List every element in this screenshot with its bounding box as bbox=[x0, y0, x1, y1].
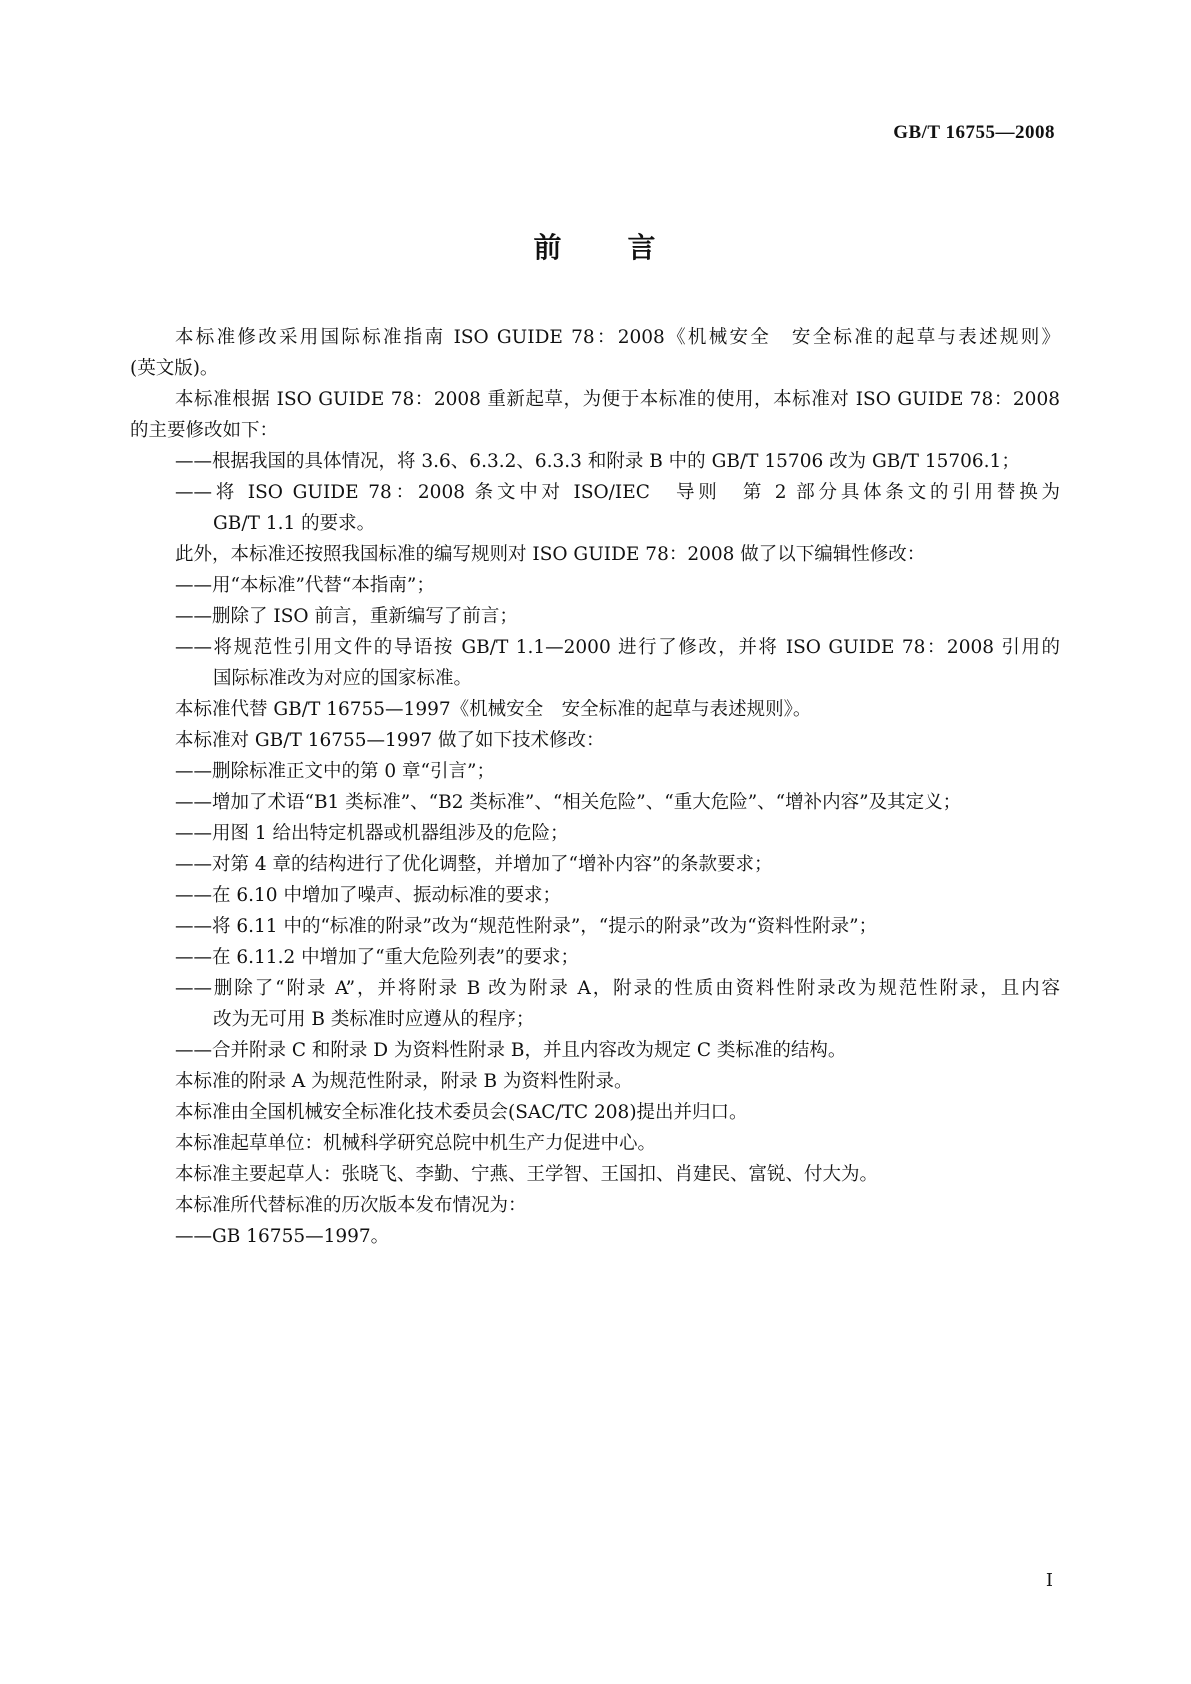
paragraph-line: 此外，本标准还按照我国标准的编写规则对 ISO GUIDE 78：2008 做了以下编辑性修改： bbox=[175, 544, 926, 565]
paragraph-line: 的主要修改如下： bbox=[130, 420, 279, 441]
paragraph-line: 本标准根据 ISO GUIDE 78：2008 重新起草，为便于本标准的使用，本标准对 ISO GUIDE 78：2008 bbox=[175, 389, 1060, 410]
list-item-continuation: GB/T 1.1 的要求。 bbox=[213, 513, 376, 534]
list-item: ——用“本标准”代替“本指南”； bbox=[175, 575, 435, 596]
list-item: ——将 6.11 中的“标准的附录”改为“规范性附录”，“提示的附录”改为“资料性附录”； bbox=[175, 916, 878, 937]
title-char-2: 言 bbox=[627, 231, 658, 264]
paragraph-line: 本标准起草单位：机械科学研究总院中机生产力促进中心。 bbox=[175, 1133, 657, 1154]
list-item: ——删除了 ISO 前言，重新编写了前言； bbox=[175, 606, 518, 627]
paragraph-line: 本标准所代替标准的历次版本发布情况为： bbox=[175, 1195, 527, 1216]
list-item: ——GB 16755—1997。 bbox=[175, 1226, 390, 1247]
paragraph-line: 本标准由全国机械安全标准化技术委员会(SAC/TC 208)提出并归口。 bbox=[175, 1102, 748, 1123]
list-item: ——用图 1 给出特定机器或机器组涉及的危险； bbox=[175, 823, 569, 844]
paragraph-line: 本标准代替 GB/T 16755—1997《机械安全 安全标准的起草与表述规则》。 bbox=[175, 699, 812, 720]
list-item: ——删除标准正文中的第 0 章“引言”； bbox=[175, 761, 495, 782]
paragraph-line: 本标准对 GB/T 16755—1997 做了如下技术修改： bbox=[175, 730, 605, 751]
list-item: ——在 6.11.2 中增加了“重大危险列表”的要求； bbox=[175, 947, 580, 968]
list-item: ——对第 4 章的结构进行了优化调整，并增加了“增补内容”的条款要求； bbox=[175, 854, 773, 875]
list-item: ——将 ISO GUIDE 78：2008 条文中对 ISO/IEC 导则 第 2 部分具体条文的引用替换为 bbox=[175, 482, 1060, 503]
paragraph-line: (英文版)。 bbox=[130, 358, 219, 379]
list-item: ——增加了术语“B1 类标准”、“B2 类标准”、“相关危险”、“重大危险”、“增补内容”及其定义； bbox=[175, 792, 962, 813]
list-item: ——合并附录 C 和附录 D 为资料性附录 B，并且内容改为规定 C 类标准的结构。 bbox=[175, 1040, 847, 1061]
list-item-continuation: 国际标准改为对应的国家标准。 bbox=[213, 668, 473, 689]
list-item: ——在 6.10 中增加了噪声、振动标准的要求； bbox=[175, 885, 561, 906]
paragraph-line: 本标准的附录 A 为规范性附录，附录 B 为资料性附录。 bbox=[175, 1071, 633, 1092]
list-item: ——删除了“附录 A”，并将附录 B 改为附录 A，附录的性质由资料性附录改为规范性附录，且内容 bbox=[175, 978, 1060, 999]
list-item: ——将规范性引用文件的导语按 GB/T 1.1—2000 进行了修改，并将 ISO GUIDE 78：2008 引用的 bbox=[175, 637, 1060, 658]
list-item: ——根据我国的具体情况，将 3.6、6.3.2、6.3.3 和附录 B 中的 GB/T 15706 改为 GB/T 15706.1； bbox=[175, 451, 1020, 472]
list-item-continuation: 改为无可用 B 类标准时应遵从的程序； bbox=[213, 1009, 535, 1030]
foreword-body bbox=[130, 322, 1060, 1252]
page-title bbox=[0, 226, 1191, 266]
page-number: I bbox=[1045, 1570, 1053, 1591]
title-char-1: 前 bbox=[533, 231, 564, 264]
paragraph-line: 本标准主要起草人：张晓飞、李勤、宁燕、王学智、王国扣、肖建民、富锐、付大为。 bbox=[175, 1164, 879, 1185]
document-code: GB/T 16755—2008 bbox=[893, 122, 1055, 143]
paragraph-line: 本标准修改采用国际标准指南 ISO GUIDE 78：2008《机械安全 安全标准的起草与表述规则》 bbox=[175, 327, 1060, 348]
